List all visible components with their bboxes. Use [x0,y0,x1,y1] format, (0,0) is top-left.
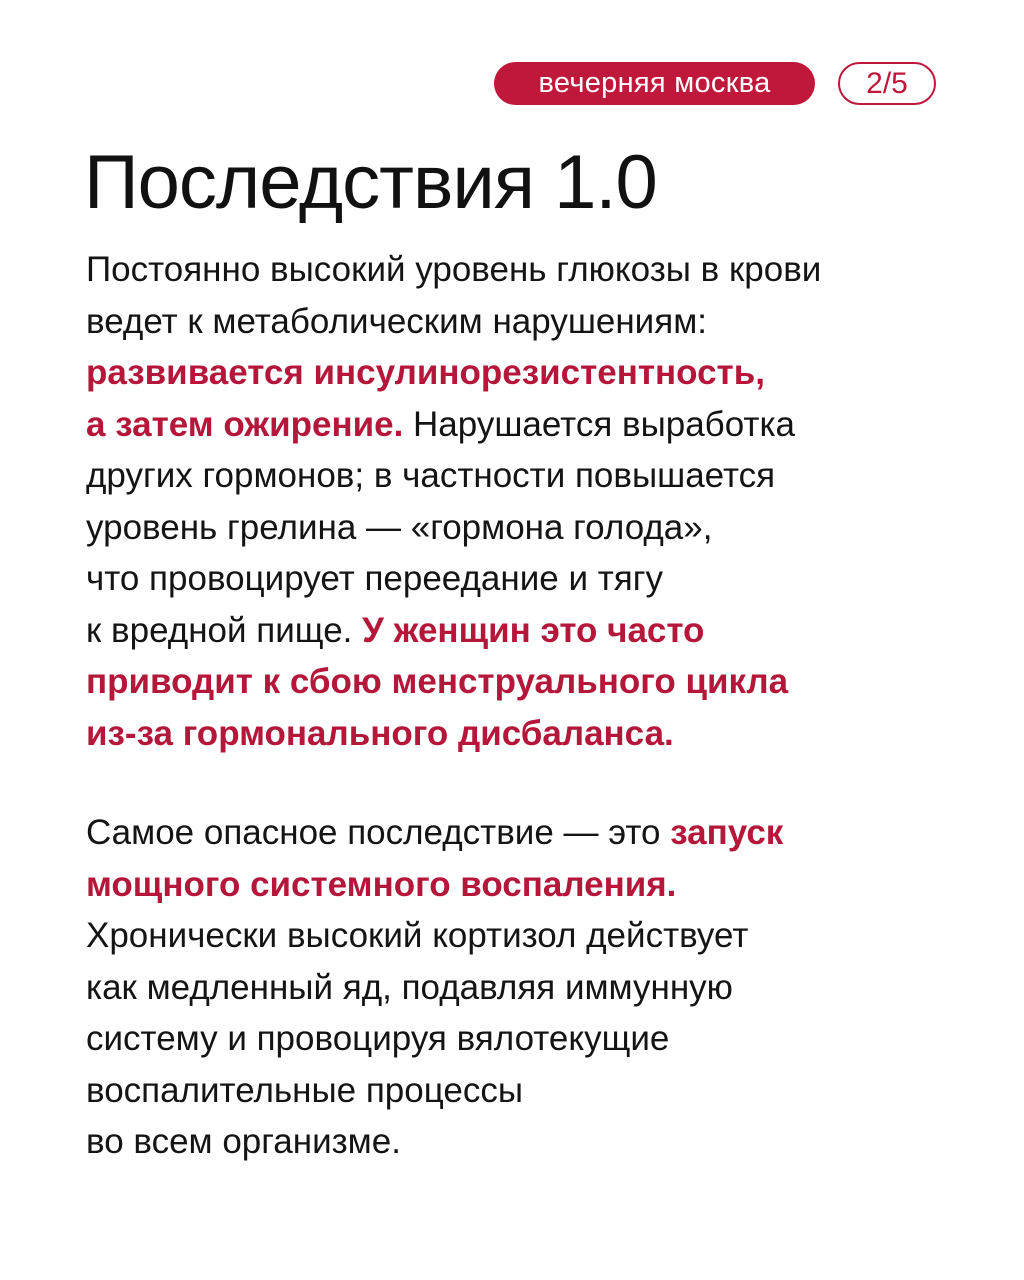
text-line: уровень грелина — «гормона голода», [86,507,713,547]
text-line [86,656,821,708]
text-line [86,708,821,760]
text-line: Постоянно высокий уровень глюкозы в крови [86,250,822,289]
page-title: Последствия 1.0 [84,140,657,225]
highlight-text: запуск [670,813,784,852]
text-line: систему и провоцируя вялотекущие [86,1019,670,1058]
highlight-text: из-за гормонального дисбаланса. [86,713,674,753]
highlight-text: развивается инсулинорезистентность, [86,353,765,392]
text-line [86,399,821,451]
body-text: Нарушается выработка [403,404,795,444]
text-line [86,347,821,399]
text-line: Хронически высокий кортизол действует [86,916,749,955]
text-line: воспалительные процессы [86,1070,523,1110]
brand-badge: вечерняя москва [494,62,815,105]
body-text: к вредной пище. [86,610,363,650]
text-line: как медленный яд, подавляя иммунную [86,967,733,1007]
highlight-text: а затем ожирение. [86,404,404,444]
highlight-text: У женщин это часто [362,610,705,650]
text-line: во всем организме. [86,1122,401,1161]
text-line: что провоцирует переедание и тягу [86,559,663,598]
page-counter: 2/5 [838,62,936,105]
text-line: других гормонов; в частности повышается [86,456,776,495]
highlight-text: приводит к сбою менструального цикла [86,662,789,701]
highlight-text: мощного системного воспаления. [86,864,677,904]
text-line: ведет к метаболическим нарушениям: [86,301,707,341]
text-line [86,859,783,911]
paragraph-inflammation [86,807,783,1168]
text-line [86,807,783,859]
text-line [86,605,821,657]
body-text: Самое опасное последствие — это [86,813,671,852]
paragraph-consequences [86,244,821,759]
